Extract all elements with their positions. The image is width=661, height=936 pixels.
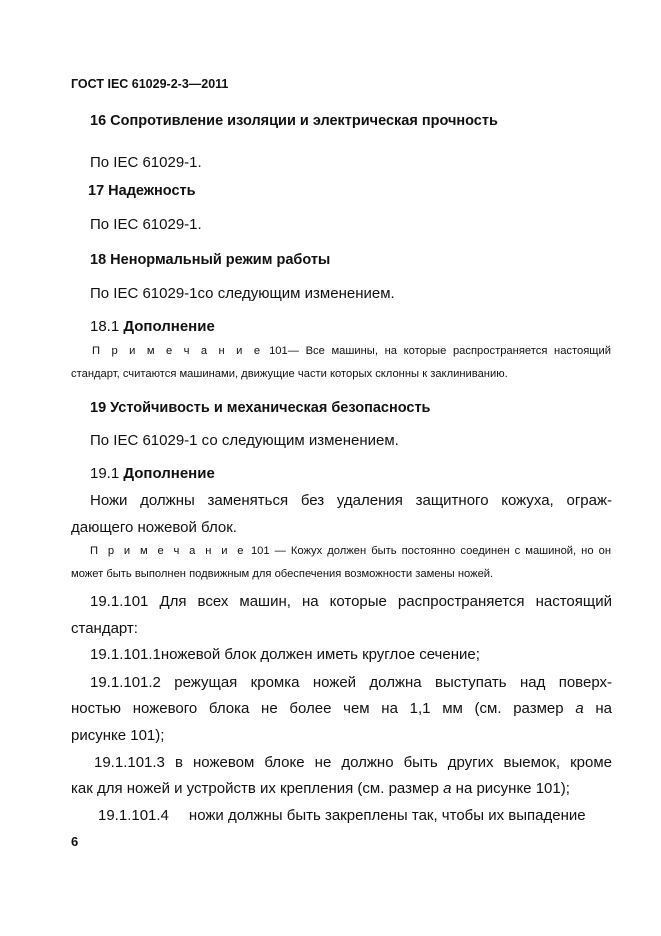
clause-19-1-101-2-line-2: ностью ножевого блока не более чем на 1,1 мм (см. размер а на bbox=[71, 700, 613, 717]
section-19-title: 19 Устойчивость и механическая безопасность bbox=[90, 400, 431, 416]
dimension-variable: а bbox=[443, 780, 452, 797]
clause-19-1-101-3-line-2: как для ножей и устройств их крепления (см. размер а на рисунке 101); bbox=[71, 780, 570, 797]
section-17-title: 17 Надежность bbox=[88, 183, 196, 199]
section-16-text: По IEC 61029-1. bbox=[90, 154, 202, 171]
section-18-text: По IEC 61029-1со следующим изменением. bbox=[90, 285, 395, 302]
clause-19-1-101-4: 19.1.101.4 ножи должны быть закреплены так, чтобы их выпадение bbox=[98, 807, 586, 824]
note-18-line-2: стандарт, считаются машинами, движущие части которых склонны к заклиниванию. bbox=[71, 368, 508, 380]
clause-19-1-101-2-line-3: рисунке 101); bbox=[71, 727, 165, 744]
section-16-title: 16 Сопротивление изоляции и электрическая прочность bbox=[90, 113, 498, 129]
subsection-19-1 bbox=[90, 465, 215, 482]
subsection-19-1-number: 19.1 bbox=[90, 465, 124, 482]
subsection-18-1-number: 18.1 bbox=[90, 318, 124, 335]
subsection-18-1-title: Дополнение bbox=[123, 318, 215, 335]
note-label: П р и м е ч а н и е bbox=[92, 345, 263, 357]
clause-19-1-101-1: 19.1.101.1ножевой блок должен иметь круглое сечение; bbox=[90, 646, 480, 663]
section-17-text: По IEC 61029-1. bbox=[90, 216, 202, 233]
clause-19-1-101-3-line-1: 19.1.101.3 в ножевом блоке не должно быть других выемок, кроме bbox=[94, 754, 612, 771]
note-19-line-1: П р и м е ч а н и е 101 — Кожух должен быть постоянно соединен с машиной, но он bbox=[90, 545, 612, 557]
subsection-19-1-title: Дополнение bbox=[123, 465, 215, 482]
document-header: ГОСТ IEC 61029-2-3—2011 bbox=[71, 77, 229, 91]
dimension-variable: а bbox=[575, 700, 584, 717]
subsection-18-1 bbox=[90, 318, 215, 335]
note-19-line-2: может быть выполнен подвижным для обеспечения возможности замены ножей. bbox=[71, 568, 494, 580]
page-number: 6 bbox=[71, 834, 79, 849]
section-18-title: 18 Ненормальный режим работы bbox=[90, 252, 331, 268]
paragraph-19-1-line-2: дающего ножевой блок. bbox=[71, 519, 237, 536]
section-19-text: По IEC 61029-1 со следующим изменением. bbox=[90, 432, 399, 449]
clause-19-1-101-line-2: стандарт: bbox=[71, 620, 138, 637]
paragraph-19-1-line-1: Ножи должны заменяться без удаления защитного кожуха, ограж- bbox=[90, 492, 612, 509]
note-label: П р и м е ч а н и е bbox=[90, 545, 246, 557]
note-18-line-1: П р и м е ч а н и е 101— Все машины, на которые распространяется настоящий bbox=[92, 345, 611, 357]
clause-19-1-101-2-line-1: 19.1.101.2 режущая кромка ножей должна выступать над поверх- bbox=[90, 674, 612, 691]
clause-19-1-101-line-1: 19.1.101 Для всех машин, на которые распространяется настоящий bbox=[90, 593, 612, 610]
